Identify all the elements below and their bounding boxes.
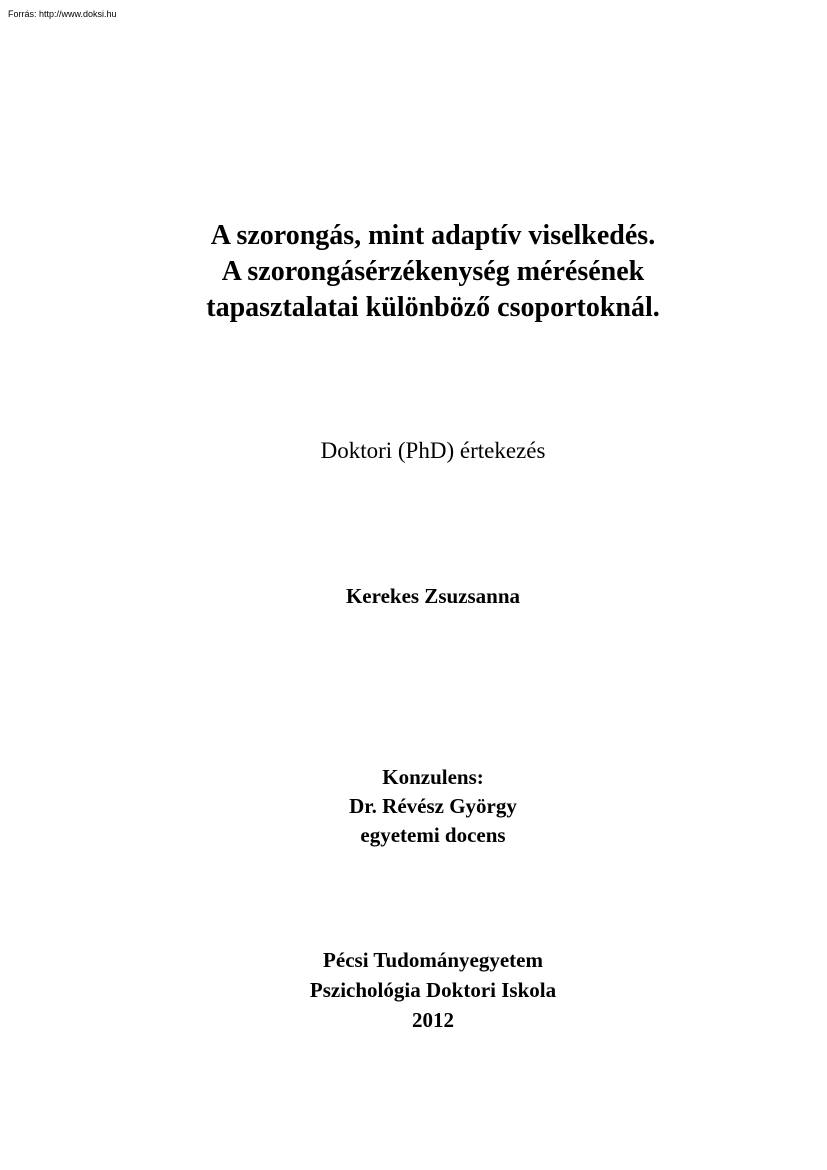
title-line-2: A szorongásérzékenység mérésének [221,256,645,287]
institution-block [0,945,827,1035]
consultant-position: egyetemi docens [360,823,506,847]
thesis-type: Doktori (PhD) értekezés [320,438,546,463]
consultant-label: Konzulens: [382,765,484,789]
thesis-title [0,218,827,326]
author-name: Kerekes Zsuzsanna [345,584,521,608]
university-name: Pécsi Tudományegyetem [323,948,543,972]
title-line-1: A szorongás, mint adaptív viselkedés. [210,220,656,251]
title-line-3: tapasztalatai különböző csoportoknál. [206,292,660,323]
consultant-block [0,763,827,850]
consultant-name: Dr. Révész György [349,794,517,818]
doctoral-school: Pszichológia Doktori Iskola [309,978,557,1002]
source-note: Forrás: http://www.doksi.hu [8,9,117,19]
publication-year: 2012 [412,1008,454,1032]
